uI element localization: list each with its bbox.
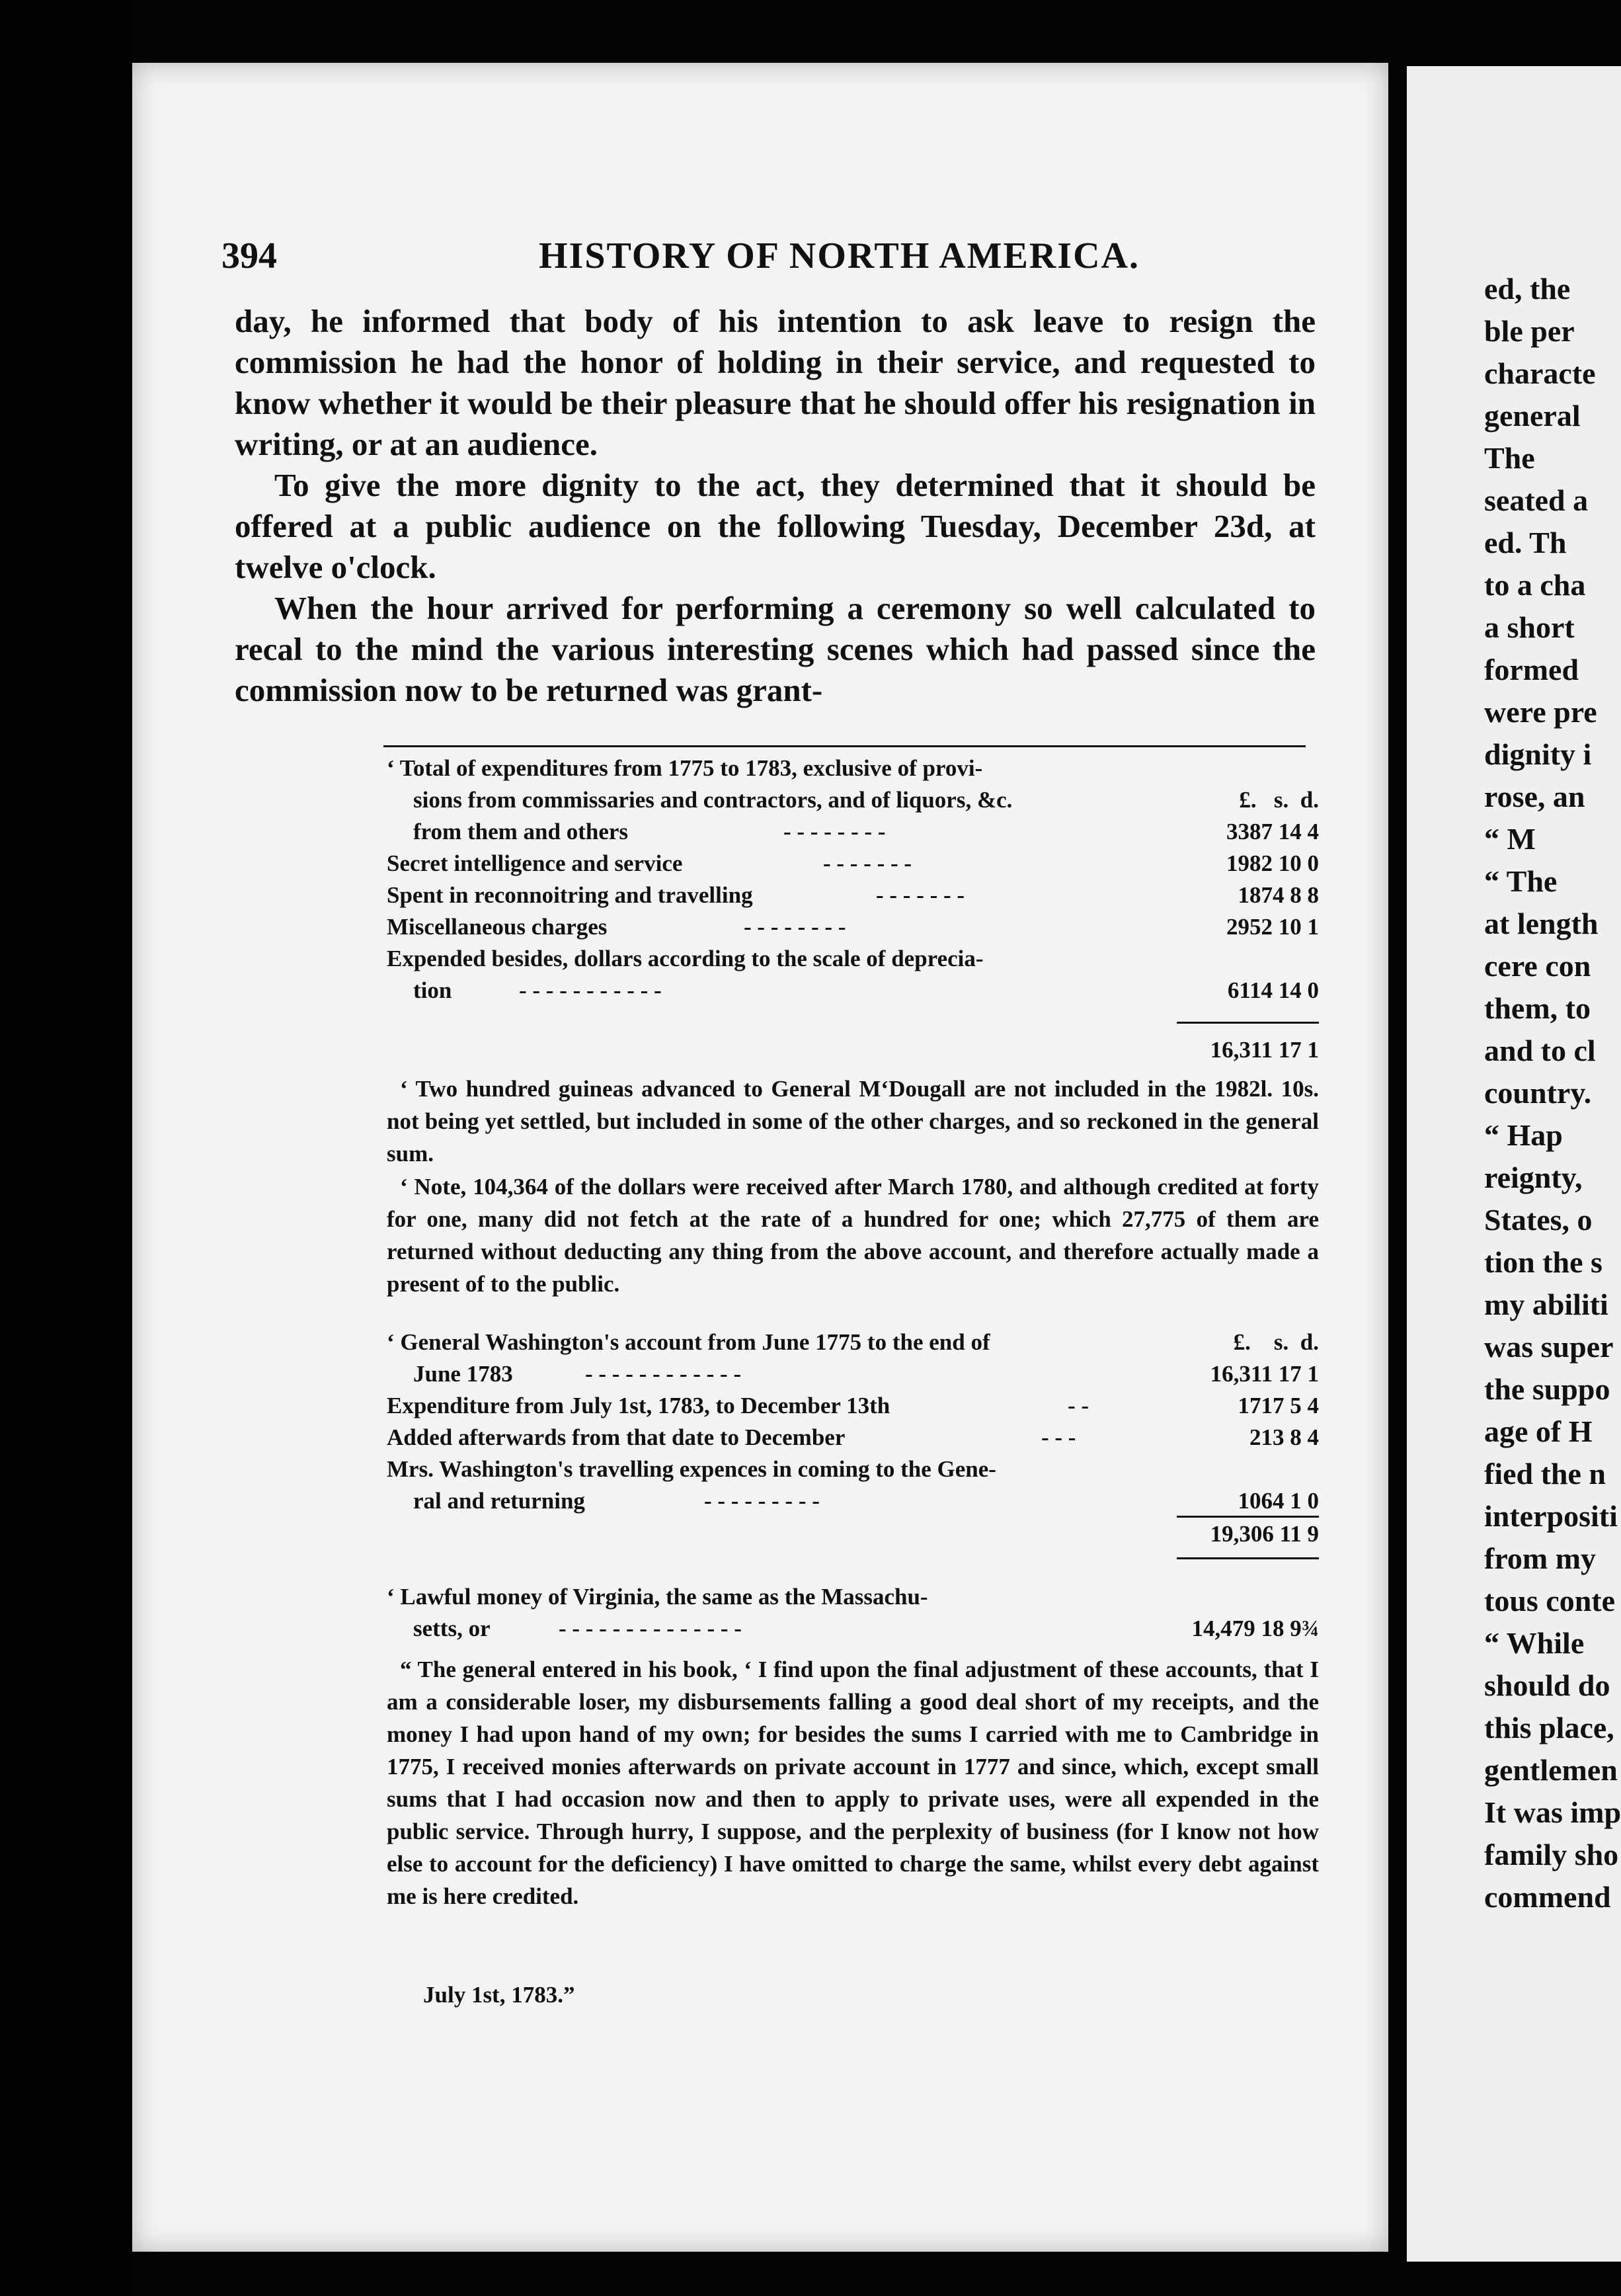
account-row-amount: 3387 14 4 xyxy=(1226,819,1319,844)
facing-page-line: characte xyxy=(1484,356,1596,390)
facing-page-line: general xyxy=(1484,399,1581,432)
facing-page-line: age of H xyxy=(1484,1414,1593,1448)
facing-page-line: was super xyxy=(1484,1330,1614,1364)
account-row-amount: 213 8 4 xyxy=(1249,1424,1319,1450)
account-row-label: June 1783 xyxy=(413,1361,513,1387)
virginia-amount: 14,479 18 9¾ xyxy=(1191,1616,1319,1641)
facing-page-line: them, to xyxy=(1484,991,1591,1025)
facing-page-line: reignty, xyxy=(1484,1161,1583,1194)
leader-dots: - - - - - - - - - - - xyxy=(519,977,662,1003)
total-amount: 16,311 17 1 xyxy=(1210,1037,1319,1063)
facing-page-line: and to cl xyxy=(1484,1034,1596,1067)
expenditure-account xyxy=(387,755,1319,1033)
facing-page-line: “ Hap xyxy=(1484,1118,1563,1152)
facing-page-line: ble per xyxy=(1484,314,1575,348)
facing-page-line: were pre xyxy=(1484,695,1597,729)
account-row-amount: 1874 8 8 xyxy=(1238,882,1319,908)
facing-page-line: formed xyxy=(1484,653,1579,686)
quote-date: July 1st, 1783.” xyxy=(423,1982,575,2008)
note-general-mdougall: ‘ Two hundred guineas advanced to General M‘Dougall are not included in the 1982l. 10s. not being yet settled, but included in some of the other charges, and so reckoned in the general sum. xyxy=(387,1076,1319,1167)
account-row-label: from them and others xyxy=(413,819,629,844)
facing-page-line: It was imp xyxy=(1484,1795,1621,1829)
facing-page-line: “ M xyxy=(1484,822,1536,856)
account-row-amount: 1982 10 0 xyxy=(1226,850,1319,876)
facing-page-line: rose, an xyxy=(1484,780,1585,813)
account-row-label: Added afterwards from that date to December xyxy=(387,1424,846,1450)
facing-page-text xyxy=(1484,271,1621,1922)
washington-quote: “ The general entered in his book, ‘ I find upon the final adjustment of these accounts, that I am a considerable loser, my disbursements falling a good deal short of my receipts, and the money I had upon hand of my own; for besides the sums I carried with me to Cambridge in 1775, I received monies afterwards on private account in 1777 and since, which, except small sums that I had occasion now and then to apply to private uses, were all expended in the public service. Through hurry, I suppose, and the perplexity of business (for I know not how else to account for the deficiency) I have omitted to charge the same, whilst every debt against me is here credited. xyxy=(387,1657,1319,1909)
facing-page-line: tion the s xyxy=(1484,1245,1602,1279)
facing-page-line: country. xyxy=(1484,1076,1592,1110)
account-row-label: Mrs. Washington's travelling expences in coming to the Gene- xyxy=(387,1456,996,1482)
facing-page-line: at length xyxy=(1484,907,1599,940)
leader-dots: - - - - - - - - - - - - - - xyxy=(559,1616,742,1641)
main-text xyxy=(235,301,1316,711)
account-intro: ‘ General Washington's account from June 1775 to the end of xyxy=(387,1329,990,1355)
facing-page-line: gentlemen xyxy=(1484,1753,1618,1787)
sum-rule xyxy=(1177,1557,1319,1559)
facing-page-line: should do xyxy=(1484,1668,1610,1702)
facing-page-line: interpositi xyxy=(1484,1499,1618,1533)
note-dollars: ‘ Note, 104,364 of the dollars were received after March 1780, and although credited at forty for one, many did not fetch at the rate of a hundred for one; which 27,775 of them are returned without deducting any thing from the above account, and therefore actually made a present of to the public. xyxy=(387,1174,1319,1297)
facing-page-line: my abiliti xyxy=(1484,1288,1608,1321)
sum-rule xyxy=(1177,1516,1319,1518)
facing-page-line: dignity i xyxy=(1484,737,1592,771)
leader-dots: - - - xyxy=(1041,1424,1076,1450)
page-number: 394 xyxy=(221,235,277,276)
facing-page-line: The xyxy=(1484,441,1535,475)
account-row-label: Spent in reconnoitring and travelling xyxy=(387,882,753,908)
leader-dots: - - - - - - - - - xyxy=(704,1488,820,1514)
virginia-label: setts, or xyxy=(413,1616,491,1641)
scan-margin xyxy=(0,0,132,2296)
leader-dots: - - xyxy=(1068,1393,1089,1418)
account-row-amount: 16,311 17 1 xyxy=(1210,1361,1319,1387)
account-row-label: Secret intelligence and service xyxy=(387,850,683,876)
facing-page-line: tous conte xyxy=(1484,1584,1616,1618)
account-intro: sions from commissaries and contractors, and of liquors, &c. xyxy=(413,787,1013,813)
facing-page-line: this place, xyxy=(1484,1711,1614,1744)
leader-dots: - - - - - - - xyxy=(823,850,912,876)
facing-page-line: ed, the xyxy=(1484,272,1571,306)
washington-account xyxy=(387,1329,1319,1514)
account-total xyxy=(387,1037,1319,1069)
facing-page-line: family sho xyxy=(1484,1838,1619,1871)
facing-page-line: fied the n xyxy=(1484,1457,1606,1491)
currency-headers: £. s. d. xyxy=(1233,1329,1319,1355)
account-row-label: Miscellaneous charges xyxy=(387,914,608,940)
facing-page-line: commend xyxy=(1484,1880,1611,1914)
virginia-equivalent xyxy=(387,1584,1319,1650)
leader-dots: - - - - - - - - xyxy=(783,819,886,844)
facing-page-line: from my xyxy=(1484,1541,1597,1575)
running-title: HISTORY OF NORTH AMERICA. xyxy=(539,235,1140,276)
virginia-label: ‘ Lawful money of Virginia, the same as the Massachu- xyxy=(387,1584,928,1610)
paragraph: When the hour arrived for performing a ceremony so well calculated to recal to the mind the various interesting scenes which had passed since the commission now to be returned was grant- xyxy=(235,590,1316,708)
facing-page-line: to a cha xyxy=(1484,568,1586,602)
account-row-label: tion xyxy=(413,977,452,1003)
account-row-label: Expended besides, dollars according to the scale of deprecia- xyxy=(387,946,984,971)
facing-page-line: “ While xyxy=(1484,1626,1585,1660)
footnote-rule xyxy=(383,745,1306,747)
account-total xyxy=(387,1521,1319,1553)
leader-dots: - - - - - - - xyxy=(876,882,965,908)
account-row-label: Expenditure from July 1st, 1783, to December 13th xyxy=(387,1393,890,1418)
sum-rule xyxy=(1177,1022,1319,1024)
account-row-amount: 6114 14 0 xyxy=(1227,977,1319,1003)
total-amount: 19,306 11 9 xyxy=(1210,1521,1319,1547)
leader-dots: - - - - - - - - xyxy=(744,914,846,940)
account-row-amount: 1717 5 4 xyxy=(1238,1393,1319,1418)
account-intro: ‘ Total of expenditures from 1775 to 1783, exclusive of provi- xyxy=(387,755,983,781)
paragraph: To give the more dignity to the act, they determined that it should be offered at a public audience on the following Tuesday, December 23d, at twelve o'clock. xyxy=(235,467,1316,585)
currency-headers: £. s. d. xyxy=(1239,787,1319,813)
paragraph: day, he informed that body of his intention to ask leave to resign the commission he had the honor of holding in their service, and requested to know whether it would be their pleasure that he should offer his resignation in writing, or at an audience. xyxy=(235,303,1316,462)
facing-page-line: cere con xyxy=(1484,949,1591,983)
account-row-amount: 2952 10 1 xyxy=(1226,914,1319,940)
facing-page-line: “ The xyxy=(1484,864,1558,898)
account-row-label: ral and returning xyxy=(413,1488,585,1514)
facing-page-line: the suppo xyxy=(1484,1372,1610,1406)
facing-page-line: ed. Th xyxy=(1484,526,1567,559)
facing-page-line: a short xyxy=(1484,610,1575,644)
facing-page-line: States, o xyxy=(1484,1203,1593,1237)
account-row-amount: 1064 1 0 xyxy=(1238,1488,1319,1514)
facing-page-line: seated a xyxy=(1484,483,1589,517)
leader-dots: - - - - - - - - - - - - xyxy=(585,1361,742,1387)
